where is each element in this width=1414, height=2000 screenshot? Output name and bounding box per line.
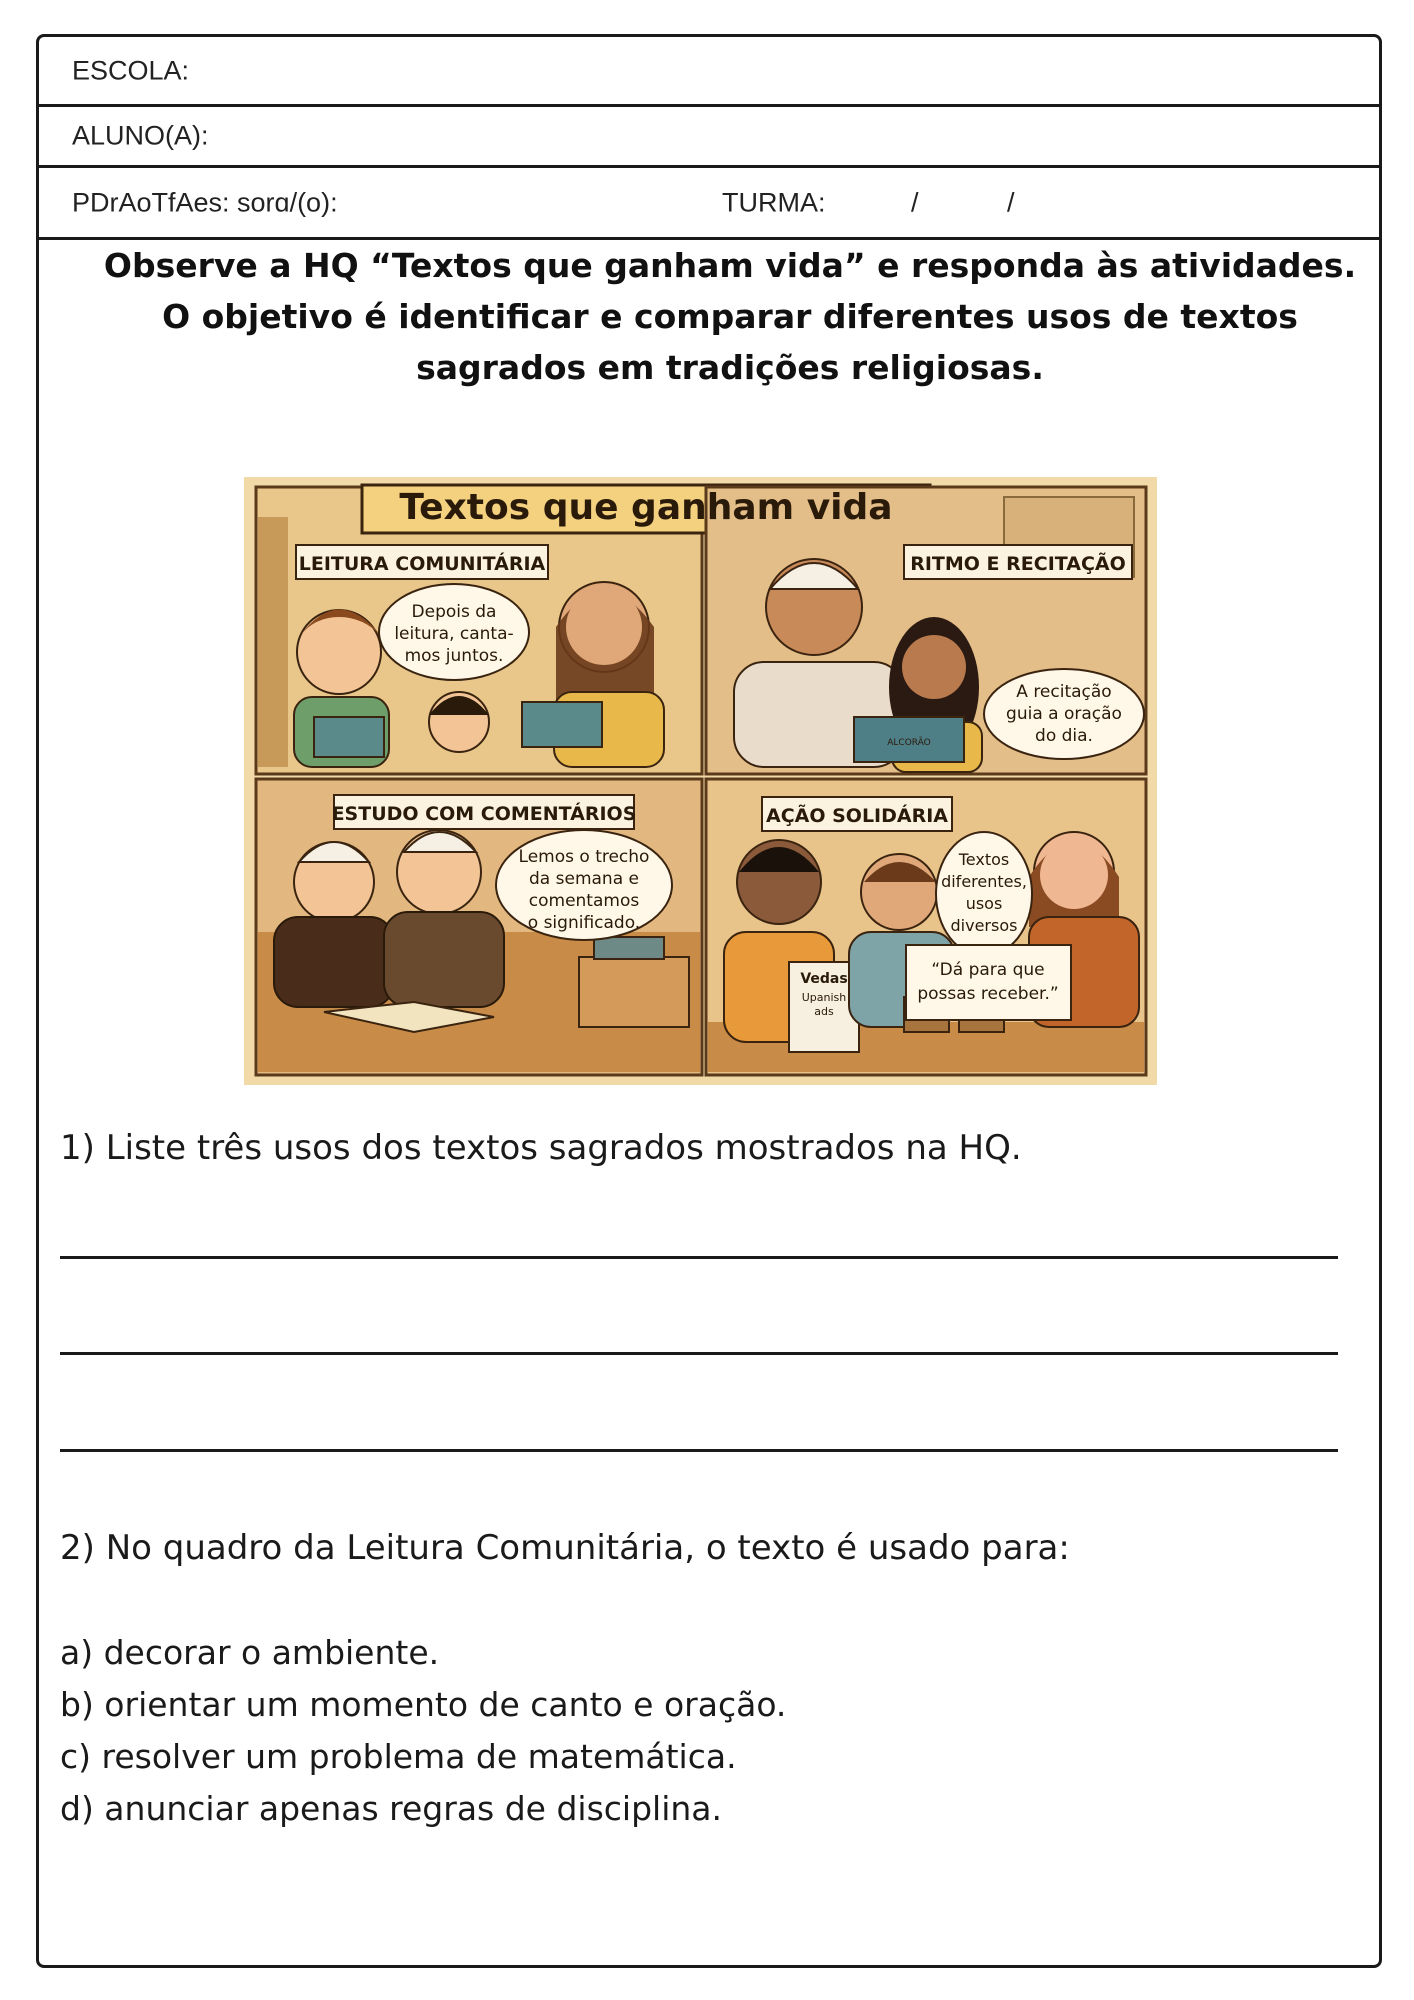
card-line-3: ads <box>814 1005 834 1018</box>
date-slash-1: / <box>911 187 919 217</box>
speech-3-line-2: da semana e <box>529 869 639 889</box>
sign-line-1: “Dá para que <box>931 960 1045 980</box>
sign-line-2: possas receber.” <box>917 984 1059 1004</box>
book-label: ALCORÃO <box>887 738 931 748</box>
date-slash-2: / <box>1007 187 1015 217</box>
question-2: 2) No quadro da Leitura Comunitária, o texto é usado para: <box>60 1528 1070 1568</box>
speech-2-line-3: do dia. <box>1035 726 1093 746</box>
speech-4-line-3: usos <box>965 894 1003 913</box>
speech-4-line-2: diferentes, <box>941 872 1027 891</box>
answer-line-2[interactable] <box>60 1352 1338 1355</box>
instructions-line-1: Observe a HQ “Textos que ganham vida” e responda às atividades. <box>103 246 1357 285</box>
answer-line-1[interactable] <box>60 1256 1338 1259</box>
instructions <box>60 240 1400 393</box>
caption-acao-solidaria: AÇÃO SOLIDÁRIA <box>765 805 949 827</box>
comic-title: Textos que ganham vida <box>399 487 893 528</box>
option-b[interactable]: b) orientar um momento de canto e oração. <box>60 1685 787 1724</box>
caption-leitura-comunitaria: LEITURA COMUNITÁRIA <box>298 553 546 575</box>
speech-4-line-1: Textos <box>958 850 1010 869</box>
option-c[interactable]: c) resolver um problema de matemática. <box>60 1737 737 1776</box>
escola-label: ESCOLA: <box>72 55 190 85</box>
instructions-line-2: O objetivo é identificar e comparar diferentes usos de textos <box>162 297 1298 336</box>
speech-2-line-1: A recitação <box>1016 682 1112 702</box>
comic-illustration <box>244 477 1157 1085</box>
speech-1-line-3: mos juntos. <box>404 646 504 666</box>
card-line-1: Vedas <box>800 971 848 987</box>
card-line-2: Upanish <box>801 991 847 1004</box>
caption-ritmo-recitacao: RITMO E RECITAÇÃO <box>910 553 1126 575</box>
speech-4-line-4: diversos <box>950 916 1018 935</box>
caption-estudo-comentarios: ESTUDO COM COMENTÁRIOS <box>331 803 637 825</box>
header-row-professor <box>39 168 1379 240</box>
speech-1-line-1: Depois da <box>411 602 497 622</box>
question-1: 1) Liste três usos dos textos sagrados mostrados na HQ. <box>60 1128 1022 1168</box>
speech-3-line-1: Lemos o trecho <box>518 847 650 867</box>
header-row-escola <box>39 37 1379 107</box>
answer-line-3[interactable] <box>60 1449 1338 1452</box>
speech-1-line-2: leitura, canta- <box>394 624 514 644</box>
professor-label: PDrAoTfAes: sorɑ/(o): <box>72 187 338 217</box>
speech-3-line-3: comentamos <box>528 891 640 911</box>
option-d[interactable]: d) anunciar apenas regras de disciplina. <box>60 1789 722 1828</box>
instructions-line-3: sagrados em tradições religiosas. <box>416 348 1044 387</box>
option-a[interactable]: a) decorar o ambiente. <box>60 1633 440 1672</box>
aluno-label: ALUNO(A): <box>72 120 209 151</box>
header-row-aluno <box>39 107 1379 168</box>
comic-strip-image <box>244 477 1157 1085</box>
speech-3-line-4: o significado. <box>527 913 641 933</box>
speech-2-line-2: guia a oração <box>1006 704 1122 724</box>
turma-label: TURMA: <box>722 187 826 217</box>
